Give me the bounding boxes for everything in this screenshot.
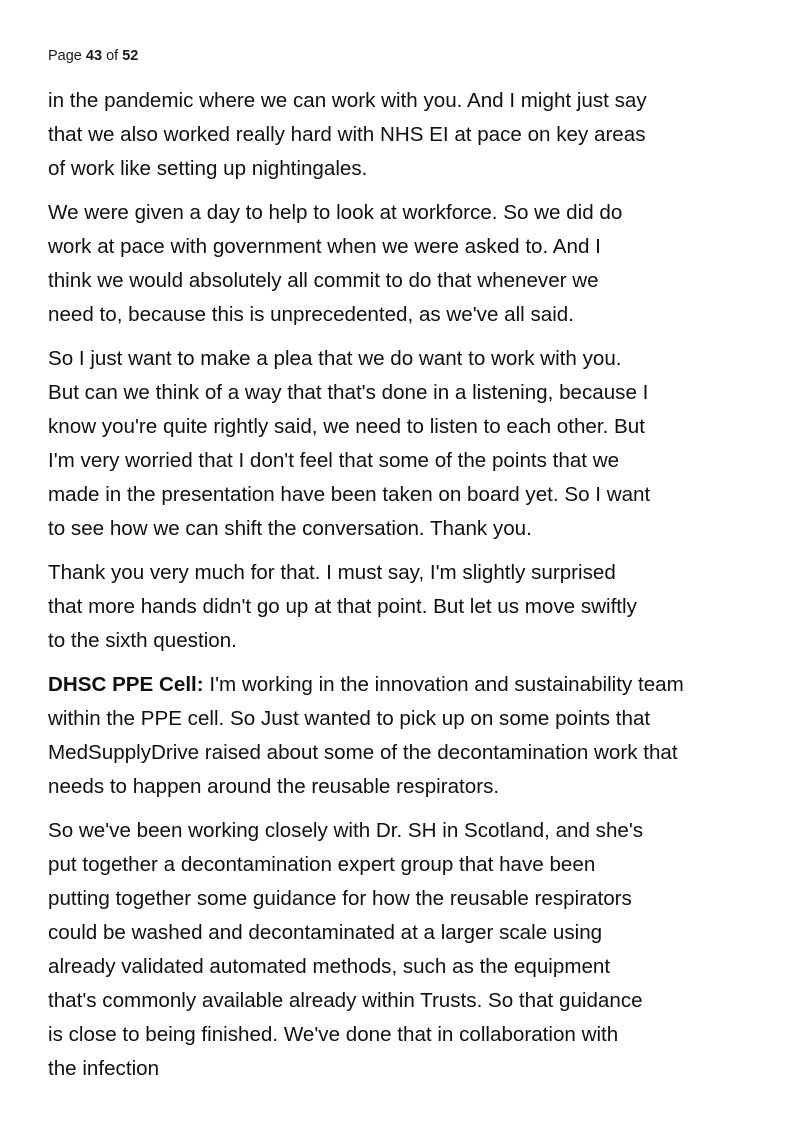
text-line: So we've been working closely with Dr. SH in Scotland, and she's	[48, 819, 644, 842]
paragraph-3	[48, 342, 790, 546]
text-line: made in the presentation have been taken on board yet. So I want	[48, 483, 651, 506]
paragraph-6	[48, 814, 790, 1086]
text-line: put together a decontamination expert group that have been	[48, 853, 596, 876]
text-line: of work like setting up nightingales.	[48, 157, 368, 180]
current-page-number: 43	[85, 48, 103, 64]
text-line: is close to being finished. We've done that in collaboration with	[48, 1023, 619, 1046]
text-line: need to, because this is unprecedented, as we've all said.	[48, 303, 574, 326]
text-line: within the PPE cell. So Just wanted to pick up on some points that	[48, 707, 651, 730]
text-line: already validated automated methods, such as the equipment	[48, 955, 611, 978]
text-line: know you're quite rightly said, we need to listen to each other. But	[48, 415, 645, 438]
text-line: that more hands didn't go up at that point. But let us move swiftly	[48, 595, 637, 618]
text-line: MedSupplyDrive raised about some of the decontamination work that	[48, 741, 678, 764]
text-line: So I just want to make a plea that we do want to work with you.	[48, 347, 622, 370]
text-line: the infection	[48, 1057, 160, 1080]
speaker-line	[48, 668, 790, 702]
transcript-body	[48, 84, 790, 1096]
text-line: to see how we can shift the conversation. Thank you.	[48, 517, 532, 540]
text-line: that's commonly available already within Trusts. So that guidance	[48, 989, 643, 1012]
text-line: needs to happen around the reusable respirators.	[48, 775, 500, 798]
text-line: We were given a day to help to look at workforce. So we did do	[48, 201, 623, 224]
text-line: I'm very worried that I don't feel that some of the points that we	[48, 449, 620, 472]
paragraph-2	[48, 196, 790, 332]
paragraph-4	[48, 556, 790, 658]
text-line: think we would absolutely all commit to do that whenever we	[48, 269, 599, 292]
total-pages-number: 52	[122, 48, 139, 64]
page-of-label: of	[106, 48, 119, 64]
text-line: could be washed and decontaminated at a larger scale using	[48, 921, 603, 944]
paragraph-5	[48, 668, 790, 804]
text-line: that we also worked really hard with NHS EI at pace on key areas	[48, 123, 646, 146]
text-line: putting together some guidance for how the reusable respirators	[48, 887, 632, 910]
page-number-header	[48, 46, 138, 66]
text-line: in the pandemic where we can work with you. And I might just say	[48, 89, 647, 112]
text-fragment: I'm working in the innovation and sustainability team	[203, 673, 684, 696]
text-line: work at pace with government when we were asked to. And I	[48, 235, 601, 258]
page-label: Page	[48, 48, 82, 64]
speaker-label: DHSC PPE Cell:	[48, 673, 204, 696]
paragraph-1	[48, 84, 790, 186]
text-line: to the sixth question.	[48, 629, 237, 652]
text-line: Thank you very much for that. I must say, I'm slightly surprised	[48, 561, 616, 584]
text-line: But can we think of a way that that's done in a listening, because I	[48, 381, 649, 404]
